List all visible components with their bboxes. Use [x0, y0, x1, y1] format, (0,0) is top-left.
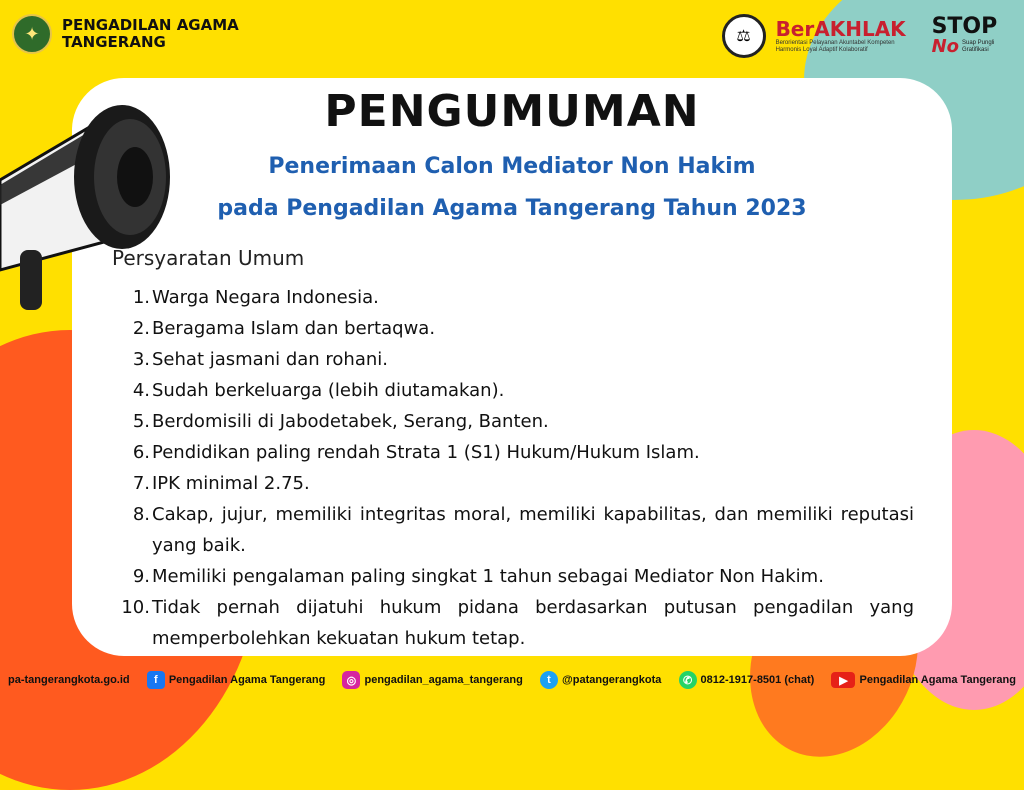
- requirement-item: [112, 282, 914, 313]
- instagram-icon: ◎: [342, 671, 360, 689]
- requirement-item: [112, 468, 914, 499]
- requirement-number: 4.: [132, 380, 150, 401]
- footer-youtube-label: Pengadilan Agama Tangerang: [859, 674, 1016, 686]
- requirement-text: Berdomisili di Jabodetabek, Serang, Banten.: [152, 411, 549, 432]
- requirement-item: [112, 375, 914, 406]
- requirement-number: 5.: [132, 411, 150, 432]
- footer-contacts: [0, 666, 1024, 694]
- footer-website-link[interactable]: pa-tangerangkota.go.id: [8, 674, 130, 686]
- requirements-heading: Persyaratan Umum: [112, 246, 305, 270]
- requirement-number: 6.: [132, 442, 150, 463]
- requirement-number: 10.: [121, 597, 150, 618]
- partner-logos: [722, 14, 1004, 58]
- footer-youtube-link[interactable]: [831, 672, 1015, 688]
- footer-whatsapp-link[interactable]: [679, 671, 815, 689]
- requirement-number: 3.: [132, 349, 150, 370]
- requirement-text: Cakap, jujur, memiliki integritas moral, memiliki kapabilitas, dan memiliki reputasi yang baik.: [152, 504, 914, 556]
- footer-instagram-link[interactable]: [342, 671, 522, 689]
- facebook-icon: f: [147, 671, 165, 689]
- requirements-list: [112, 282, 914, 654]
- court-header: [12, 14, 239, 54]
- footer-facebook-label: Pengadilan Agama Tangerang: [168, 674, 326, 686]
- requirement-item: [112, 344, 914, 375]
- twitter-icon: t: [540, 671, 558, 689]
- court-emblem-icon: ✦: [12, 14, 52, 54]
- whatsapp-icon: ✆: [679, 671, 697, 689]
- requirement-text: IPK minimal 2.75.: [152, 473, 310, 494]
- court-name-line1: PENGADILAN AGAMA: [62, 16, 239, 34]
- requirement-item: [112, 561, 914, 592]
- no-subtitle: Suap Pungli Gratifikasi: [962, 40, 995, 53]
- requirement-text: Beragama Islam dan bertaqwa.: [152, 318, 436, 339]
- court-name-line2: TANGERANG: [62, 33, 166, 51]
- berakhlak-title: BerAKHLAK: [775, 17, 906, 41]
- announcement-subtitle-line1: Penerimaan Calon Mediator Non Hakim: [268, 154, 756, 179]
- requirement-item: [112, 406, 914, 437]
- court-name: [62, 17, 239, 51]
- requirement-number: 9.: [132, 566, 150, 587]
- no-text: No: [931, 36, 959, 57]
- footer-whatsapp-label: 0812-1917-8501 (chat): [700, 674, 815, 686]
- requirement-number: 8.: [132, 504, 150, 525]
- requirement-text: Memiliki pengalaman paling singkat 1 tahun sebagai Mediator Non Hakim.: [152, 566, 824, 587]
- announcement-title: PENGUMUMAN: [324, 86, 700, 137]
- ministry-seal-icon: ⚖: [722, 14, 766, 58]
- footer-instagram-label: pengadilan_agama_tangerang: [364, 674, 523, 686]
- stop-no-logo: [932, 16, 1004, 56]
- requirement-text: Pendidikan paling rendah Strata 1 (S1) Hukum/Hukum Islam.: [152, 442, 700, 463]
- requirement-number: 1.: [132, 287, 150, 308]
- youtube-icon: ▶: [831, 672, 855, 688]
- requirement-text: Tidak pernah dijatuhi hukum pidana berdasarkan putusan pengadilan yang memperbolehkan kekuatan hukum tetap.: [152, 597, 914, 649]
- requirement-text: Sudah berkeluarga (lebih diutamakan).: [152, 380, 505, 401]
- berakhlak-subtitle: Berorientasi Pelayanan Akuntabel Kompeten Harmonis Loyal Adaptif Kolaboratif: [775, 40, 895, 53]
- requirement-number: 2.: [132, 318, 150, 339]
- requirement-text: Warga Negara Indonesia.: [152, 287, 379, 308]
- requirement-item: [112, 437, 914, 468]
- requirement-item: [112, 499, 914, 561]
- berakhlak-logo: [776, 18, 916, 54]
- footer-facebook-link[interactable]: [147, 671, 325, 689]
- footer-twitter-link[interactable]: [540, 671, 661, 689]
- requirement-number: 7.: [132, 473, 150, 494]
- requirement-item: [112, 592, 914, 654]
- no-row: [932, 38, 1004, 56]
- stop-title: STOP: [931, 14, 998, 39]
- announcement-subtitle-line2: pada Pengadilan Agama Tangerang Tahun 2023: [217, 196, 807, 221]
- requirement-item: [112, 313, 914, 344]
- footer-twitter-label: @patangerangkota: [562, 674, 662, 686]
- requirement-text: Sehat jasmani dan rohani.: [152, 349, 388, 370]
